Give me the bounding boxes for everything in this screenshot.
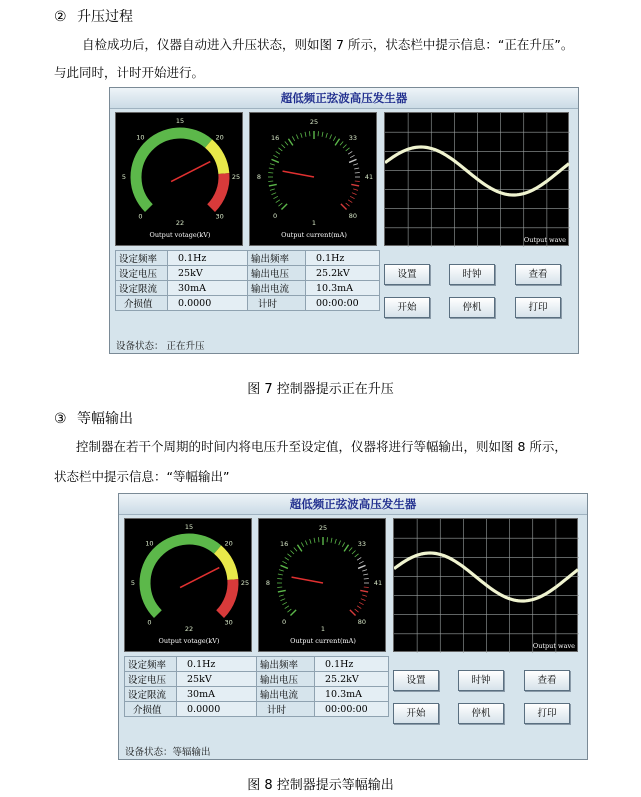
settings-button[interactable]: 设置 xyxy=(384,264,430,285)
current-dial-tick xyxy=(273,196,277,198)
current-dial-tick xyxy=(330,135,332,140)
voltage-caption: Output votage(kV) xyxy=(149,231,211,239)
device-status: 设备状态： 正在升压 xyxy=(116,341,205,352)
section-3-heading xyxy=(54,408,133,428)
view-button[interactable]: 查看 xyxy=(524,670,570,691)
figure-7-controller-panel xyxy=(109,87,579,354)
current-dial-tick xyxy=(278,148,282,151)
voltage-tick-label: 20 xyxy=(215,133,224,142)
voltage-tick-label: 30 xyxy=(224,618,233,627)
voltage-needle xyxy=(171,162,210,182)
timer-value: 00:00:00 xyxy=(306,296,380,311)
set-current-limit-value: 30mA xyxy=(168,281,248,296)
section-3-title: 等幅输出 xyxy=(77,411,134,427)
current-dial-tick xyxy=(346,203,350,206)
section-2-paragraph-line1: 自检成功后，仪器自动进入升压状态，则如图 7 所示，状态栏中提示信息：“正在升压”。 xyxy=(82,37,574,52)
current-tick-label: 8 xyxy=(256,173,262,181)
voltage-arc-green xyxy=(145,539,218,614)
current-dial-tick xyxy=(288,139,292,146)
current-dial-tick xyxy=(287,609,291,612)
voltage-arc-green xyxy=(136,133,209,208)
section-3-paragraph-line2: 状态栏中提示信息：“等幅输出” xyxy=(54,469,230,484)
current-dial-tick xyxy=(294,547,297,551)
current-dial-tick xyxy=(285,606,289,609)
output-voltage-label: 输出电压 xyxy=(257,672,315,687)
output-current-value: 10.3mA xyxy=(306,281,380,296)
current-dial-tick xyxy=(341,204,347,210)
current-dial-tick xyxy=(358,565,365,568)
current-dial-tick xyxy=(285,557,289,560)
voltage-tick-label: 20 xyxy=(224,539,233,548)
current-tick-label: 0 xyxy=(273,211,278,220)
current-dial-tick xyxy=(363,574,368,575)
current-tick-label: 41 xyxy=(364,173,374,181)
output-frequency-value: 0.1Hz xyxy=(306,251,380,266)
start-button[interactable]: 开始 xyxy=(393,703,439,724)
table-row xyxy=(125,702,389,717)
set-frequency-label: 设定频率 xyxy=(125,657,177,672)
figure-7-caption: 图 7 控制器提示正在升压 xyxy=(247,382,394,397)
current-dial-tick xyxy=(354,168,359,169)
current-dial-tick xyxy=(335,139,339,146)
current-dial-tick xyxy=(346,148,350,151)
table-row xyxy=(125,657,389,672)
current-dial-tick xyxy=(326,133,327,138)
set-frequency-value: 0.1Hz xyxy=(177,657,257,672)
settings-button[interactable]: 设置 xyxy=(393,670,439,691)
output-sine-wave xyxy=(394,553,578,601)
current-dial-tick xyxy=(352,550,356,554)
current-dial-tick xyxy=(355,554,359,557)
current-dial-tick xyxy=(344,545,348,552)
device-status: 设备状态：等辐输出 xyxy=(125,747,211,758)
section-2-heading xyxy=(54,6,133,26)
current-dial-tick xyxy=(335,539,336,544)
set-voltage-value: 25kV xyxy=(168,266,248,281)
table-row xyxy=(116,251,380,266)
loss-value-label: 介损值 xyxy=(116,296,168,311)
panel-title: 超低频正弦波高压发生器 xyxy=(110,88,578,109)
output-wave-display xyxy=(384,112,569,246)
current-dial-tick xyxy=(301,133,302,138)
current-reading: 1 xyxy=(320,625,326,633)
current-dial-tick xyxy=(290,550,294,554)
current-dial-tick xyxy=(359,561,363,563)
timer-value: 00:00:00 xyxy=(315,702,389,717)
current-tick-label: 25 xyxy=(318,524,328,532)
voltage-tick-label: 0 xyxy=(138,212,143,221)
current-tick-label: 16 xyxy=(279,540,289,549)
set-frequency-value: 0.1Hz xyxy=(168,251,248,266)
current-dial-tick xyxy=(270,164,275,165)
current-dial-tick xyxy=(279,595,284,596)
parameter-table xyxy=(124,656,389,717)
current-dial-tick xyxy=(281,144,285,148)
voltage-tick-label: 30 xyxy=(215,212,224,221)
set-current-limit-label: 设定限流 xyxy=(125,687,177,702)
current-tick-label: 8 xyxy=(265,579,271,587)
table-row xyxy=(125,672,389,687)
current-dial-tick xyxy=(343,144,347,148)
output-frequency-label: 输出频率 xyxy=(257,657,315,672)
current-dial-tick xyxy=(350,196,354,198)
current-dial-tick xyxy=(276,151,280,154)
panel-title: 超低频正弦波高压发生器 xyxy=(119,494,587,515)
voltage-needle xyxy=(180,568,219,588)
current-tick-label: 16 xyxy=(270,134,280,143)
set-frequency-label: 设定频率 xyxy=(116,251,168,266)
start-button[interactable]: 开始 xyxy=(384,297,430,318)
current-caption: Output current(mA) xyxy=(281,231,347,239)
current-dial-tick xyxy=(331,538,332,543)
timer-label: 计时 xyxy=(257,702,315,717)
current-dial-tick xyxy=(357,606,361,609)
current-dial-tick xyxy=(353,164,358,165)
current-dial-tick xyxy=(292,136,294,140)
current-dial-tick xyxy=(296,135,298,140)
current-dial-tick xyxy=(342,542,344,546)
stop-button[interactable]: 停机 xyxy=(449,297,495,318)
current-dial-tick xyxy=(287,554,291,557)
current-dial-tick xyxy=(351,184,359,186)
print-button[interactable]: 打印 xyxy=(515,297,561,318)
current-dial-tick xyxy=(297,545,301,552)
current-dial-tick xyxy=(340,141,343,145)
voltage-arc-yellow xyxy=(209,144,224,174)
set-voltage-label: 设定电压 xyxy=(116,266,168,281)
section-3-paragraph-line1: 控制器在若干个周期的时间内将电压升至设定值，仪器将进行等幅输出，则如图 8 所示， xyxy=(76,439,567,454)
voltage-arc-red xyxy=(220,580,233,615)
current-dial-tick xyxy=(279,570,284,571)
current-dial-tick xyxy=(305,541,307,546)
loss-value: 0.0000 xyxy=(168,296,248,311)
current-dial-tick xyxy=(359,602,363,604)
current-dial-tick xyxy=(290,610,296,616)
current-dial-tick xyxy=(352,193,357,195)
figure-8-controller-panel xyxy=(118,493,588,760)
timer-label: 计时 xyxy=(248,296,306,311)
clock-button[interactable]: 时钟 xyxy=(458,670,504,691)
view-button[interactable]: 查看 xyxy=(515,264,561,285)
current-dial-tick xyxy=(269,184,277,186)
current-dial-tick xyxy=(278,574,283,575)
voltage-tick-label: 0 xyxy=(147,618,152,627)
voltage-caption: Output votage(kV) xyxy=(158,637,220,645)
current-dial-tick xyxy=(273,155,277,157)
current-dial-tick xyxy=(357,557,361,560)
current-dial-tick xyxy=(322,132,323,137)
current-dial-tick xyxy=(349,547,352,551)
output-current-value: 10.3mA xyxy=(315,687,389,702)
current-tick-label: 80 xyxy=(348,211,358,220)
clock-button[interactable]: 时钟 xyxy=(449,264,495,285)
voltage-tick-label: 5 xyxy=(121,173,127,181)
voltage-arc-red xyxy=(211,174,224,209)
voltage-tick-label: 10 xyxy=(136,133,145,142)
current-needle xyxy=(292,577,323,583)
section-2-paragraph-line2: 与此同时，计时开始进行。 xyxy=(54,65,205,80)
current-dial-tick xyxy=(305,132,306,137)
voltage-reading: 22 xyxy=(175,219,185,227)
voltage-gauge xyxy=(124,518,252,652)
current-dial-tick xyxy=(350,610,356,616)
current-tick-label: 25 xyxy=(309,118,319,126)
current-dial-tick xyxy=(270,189,275,190)
table-row xyxy=(116,296,380,311)
current-dial-tick xyxy=(353,189,358,190)
current-dial-tick xyxy=(282,602,286,604)
set-current-limit-value: 30mA xyxy=(177,687,257,702)
section-3-number: ③ xyxy=(54,411,67,427)
loss-value: 0.0000 xyxy=(177,702,257,717)
current-dial-tick xyxy=(272,193,277,195)
current-tick-label: 33 xyxy=(348,134,358,143)
current-dial-tick xyxy=(310,539,311,544)
current-dial-tick xyxy=(278,590,286,592)
section-2-title: 升压过程 xyxy=(77,9,134,25)
output-voltage-label: 输出电压 xyxy=(248,266,306,281)
output-frequency-label: 输出频率 xyxy=(248,251,306,266)
voltage-tick-label: 5 xyxy=(130,579,136,587)
table-row xyxy=(116,281,380,296)
current-dial-tick xyxy=(285,141,288,145)
voltage-tick-label: 25 xyxy=(231,173,241,181)
current-dial-tick xyxy=(301,542,303,546)
output-wave-display xyxy=(393,518,578,652)
wave-caption: Output wave xyxy=(532,642,575,650)
current-dial-tick xyxy=(361,599,366,601)
current-needle xyxy=(283,171,314,177)
wave-caption: Output wave xyxy=(523,236,566,244)
current-dial-tick xyxy=(281,565,288,568)
current-tick-label: 80 xyxy=(357,617,367,626)
current-reading: 1 xyxy=(311,219,317,227)
section-2-number: ② xyxy=(54,9,67,25)
current-dial-tick xyxy=(269,168,274,169)
current-dial-tick xyxy=(348,200,352,203)
output-sine-wave xyxy=(385,147,569,195)
current-dial-tick xyxy=(281,599,286,601)
current-dial-tick xyxy=(349,159,356,162)
current-dial-tick xyxy=(350,155,354,157)
current-tick-label: 33 xyxy=(357,540,367,549)
current-dial-tick xyxy=(281,204,287,210)
voltage-gauge xyxy=(115,112,243,246)
set-current-limit-label: 设定限流 xyxy=(116,281,168,296)
output-current-label: 输出电流 xyxy=(257,687,315,702)
current-dial-tick xyxy=(362,570,367,571)
output-voltage-value: 25.2kV xyxy=(306,266,380,281)
voltage-tick-label: 15 xyxy=(184,523,194,531)
output-current-label: 输出电流 xyxy=(248,281,306,296)
set-voltage-label: 设定电压 xyxy=(125,672,177,687)
output-voltage-value: 25.2kV xyxy=(315,672,389,687)
voltage-tick-label: 15 xyxy=(175,117,185,125)
current-gauge xyxy=(258,518,386,652)
voltage-reading: 22 xyxy=(184,625,194,633)
loss-value-label: 介损值 xyxy=(125,702,177,717)
current-dial-tick xyxy=(282,561,286,563)
parameter-table xyxy=(115,250,380,311)
set-voltage-value: 25kV xyxy=(177,672,257,687)
current-dial-tick xyxy=(362,595,367,596)
current-dial-tick xyxy=(339,541,341,546)
voltage-tick-label: 25 xyxy=(240,579,250,587)
current-dial-tick xyxy=(276,200,280,203)
current-gauge xyxy=(249,112,377,246)
voltage-arc-yellow xyxy=(218,550,233,580)
current-dial-tick xyxy=(314,538,315,543)
print-button[interactable]: 打印 xyxy=(524,703,570,724)
figure-8-caption: 图 8 控制器提示等幅输出 xyxy=(247,778,394,793)
current-dial-tick xyxy=(333,136,335,140)
current-dial-tick xyxy=(348,151,352,154)
stop-button[interactable]: 停机 xyxy=(458,703,504,724)
current-dial-tick xyxy=(278,203,282,206)
current-dial-tick xyxy=(360,590,368,592)
current-tick-label: 0 xyxy=(282,617,287,626)
current-tick-label: 41 xyxy=(373,579,383,587)
current-caption: Output current(mA) xyxy=(290,637,356,645)
voltage-tick-label: 10 xyxy=(145,539,154,548)
current-dial-tick xyxy=(272,159,279,162)
output-frequency-value: 0.1Hz xyxy=(315,657,389,672)
current-dial-tick xyxy=(355,609,359,612)
table-row xyxy=(125,687,389,702)
table-row xyxy=(116,266,380,281)
